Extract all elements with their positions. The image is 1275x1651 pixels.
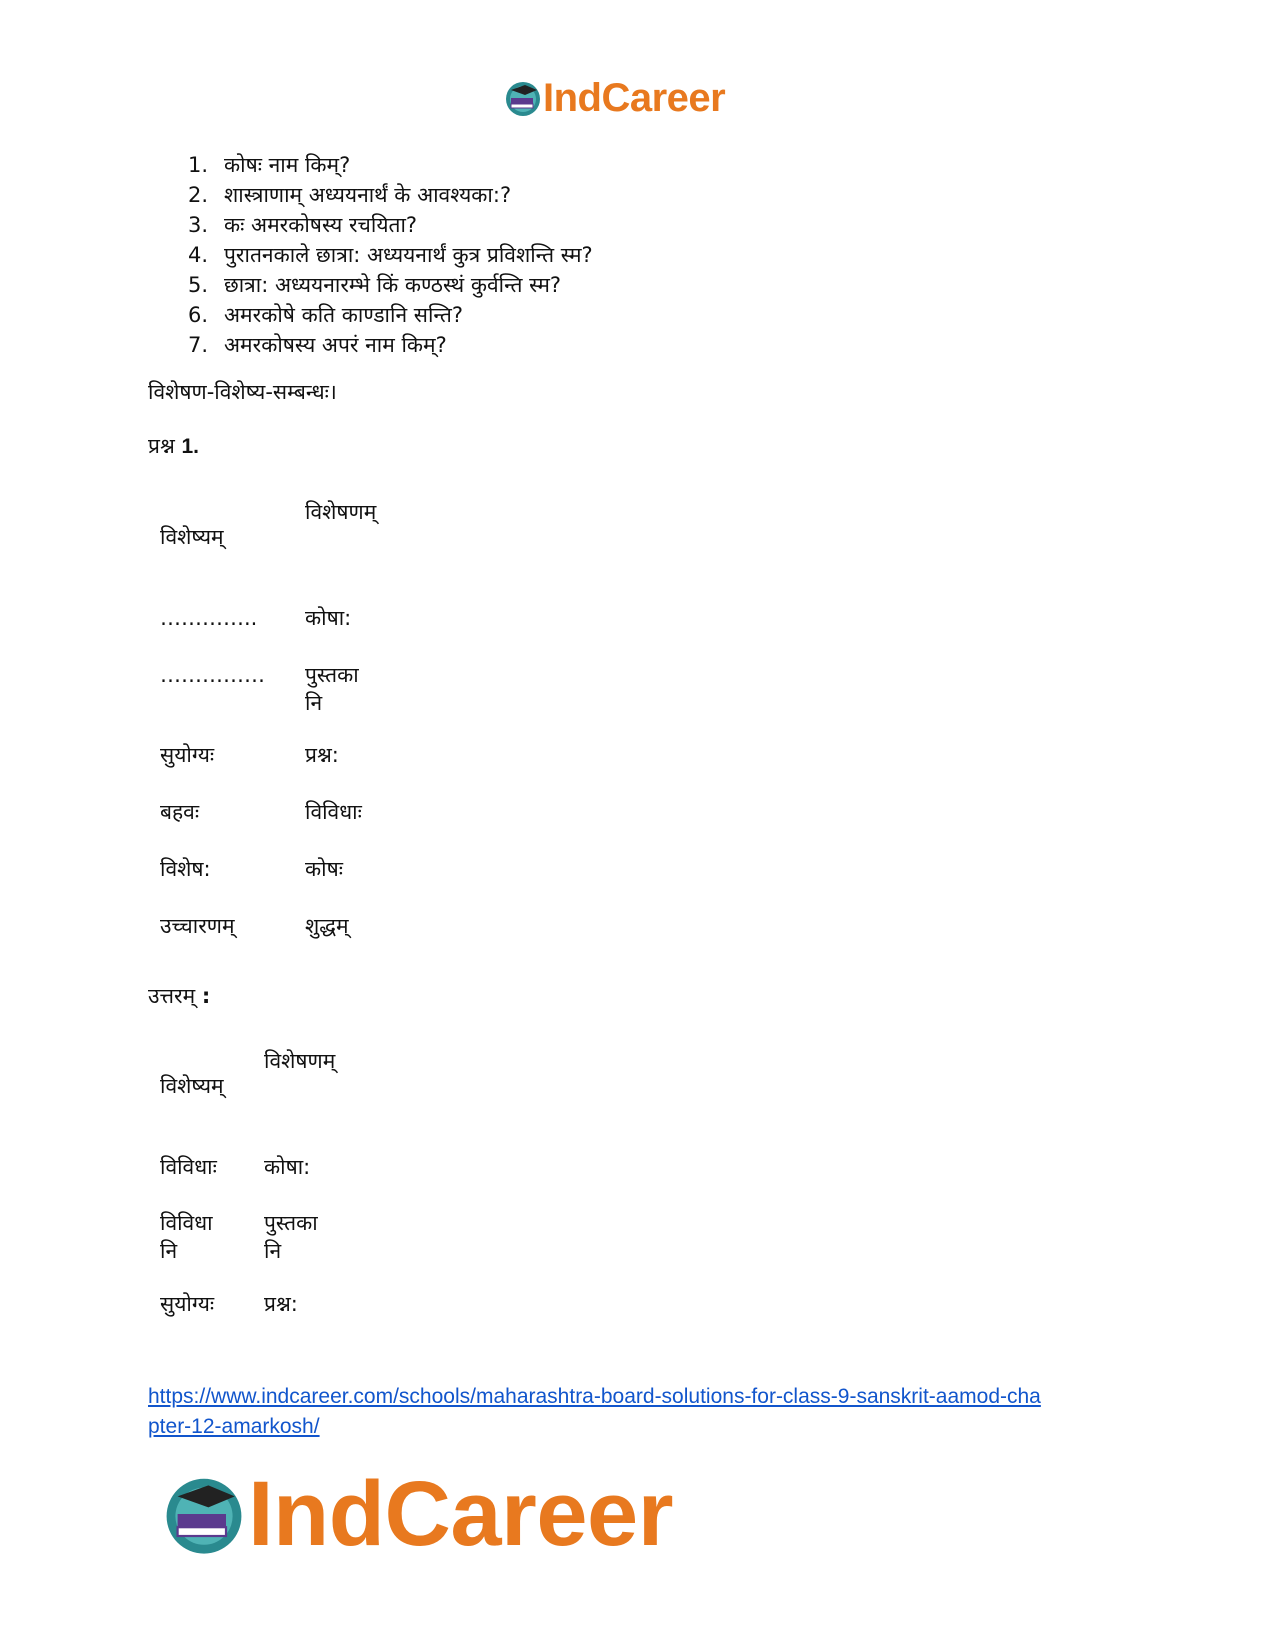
table-cell: पुस्तका xyxy=(305,663,359,687)
column-header-visheshyam: विशेष्यम् xyxy=(160,525,224,549)
list-item: 1. कोषः नाम किम्? xyxy=(188,153,351,177)
table-cell: नि xyxy=(305,691,323,715)
table-cell: सुयोग्यः xyxy=(160,743,215,767)
source-url-line-2[interactable]: pter-12-amarkosh/ xyxy=(148,1415,320,1438)
table-cell: पुस्तका xyxy=(264,1211,318,1235)
list-item: 3. कः अमरकोषस्य रचयिता? xyxy=(188,213,418,237)
table-cell: …………… xyxy=(160,663,265,687)
question-list xyxy=(188,150,593,360)
list-item: 2. शास्त्राणाम् अध्ययनार्थं के आवश्यका:? xyxy=(188,183,512,207)
table-cell: ………….. xyxy=(160,606,258,630)
column-header-visheshanam: विशेषणम् xyxy=(305,500,377,524)
source-link[interactable] xyxy=(148,1382,1148,1442)
table-cell: प्रश्न: xyxy=(264,1292,298,1316)
table-cell: नि xyxy=(160,1239,178,1263)
list-item: 4. पुरातनकाले छात्रा: अध्ययनार्थं कुत्र प्रविशन्ति स्म? xyxy=(188,243,593,267)
table-cell: विशेष: xyxy=(160,857,211,881)
footer-logo xyxy=(160,1463,673,1565)
column-header-visheshyam: विशेष्यम् xyxy=(160,1074,224,1098)
table-cell: उच्चारणम् xyxy=(160,914,235,938)
table-cell: कोषा: xyxy=(264,1155,311,1179)
section-heading: विशेषण-विशेष्य-सम्बन्धः। xyxy=(148,380,337,404)
list-item: 7. अमरकोषस्य अपरं नाम किम्? xyxy=(188,333,447,357)
table-cell: विविधाः xyxy=(305,800,362,824)
table-cell: प्रश्न: xyxy=(305,743,339,767)
table-cell: बहवः xyxy=(160,800,200,824)
list-item: 5. छात्रा: अध्ययनारम्भे किं कण्ठस्थं कुर्वन्ति स्म? xyxy=(188,273,562,297)
brand-wordmark: IndCareer xyxy=(543,76,726,120)
table-cell: नि xyxy=(264,1239,282,1263)
table-cell: विविधाः xyxy=(160,1155,217,1179)
table-cell: सुयोग्यः xyxy=(160,1292,215,1316)
table-cell: कोषा: xyxy=(305,606,352,630)
brand-wordmark: IndCareer xyxy=(248,1463,673,1565)
graduation-book-globe-icon xyxy=(503,78,543,118)
graduation-book-globe-icon xyxy=(160,1470,248,1558)
header-logo xyxy=(503,78,725,118)
table-cell: कोषः xyxy=(305,857,343,881)
table-cell: शुद्धम् xyxy=(305,914,349,938)
table-cell: विविधा xyxy=(160,1211,213,1235)
source-url-line-1[interactable]: https://www.indcareer.com/schools/maharashtra-board-solutions-for-class-9-sanskrit-aamod-cha xyxy=(148,1385,1041,1408)
answer-label: उत्तरम् : xyxy=(148,984,211,1008)
question-label: प्रश्न 1. xyxy=(148,434,199,458)
list-item: 6. अमरकोषे कति काण्डानि सन्ति? xyxy=(188,303,463,327)
column-header-visheshanam: विशेषणम् xyxy=(264,1049,336,1073)
